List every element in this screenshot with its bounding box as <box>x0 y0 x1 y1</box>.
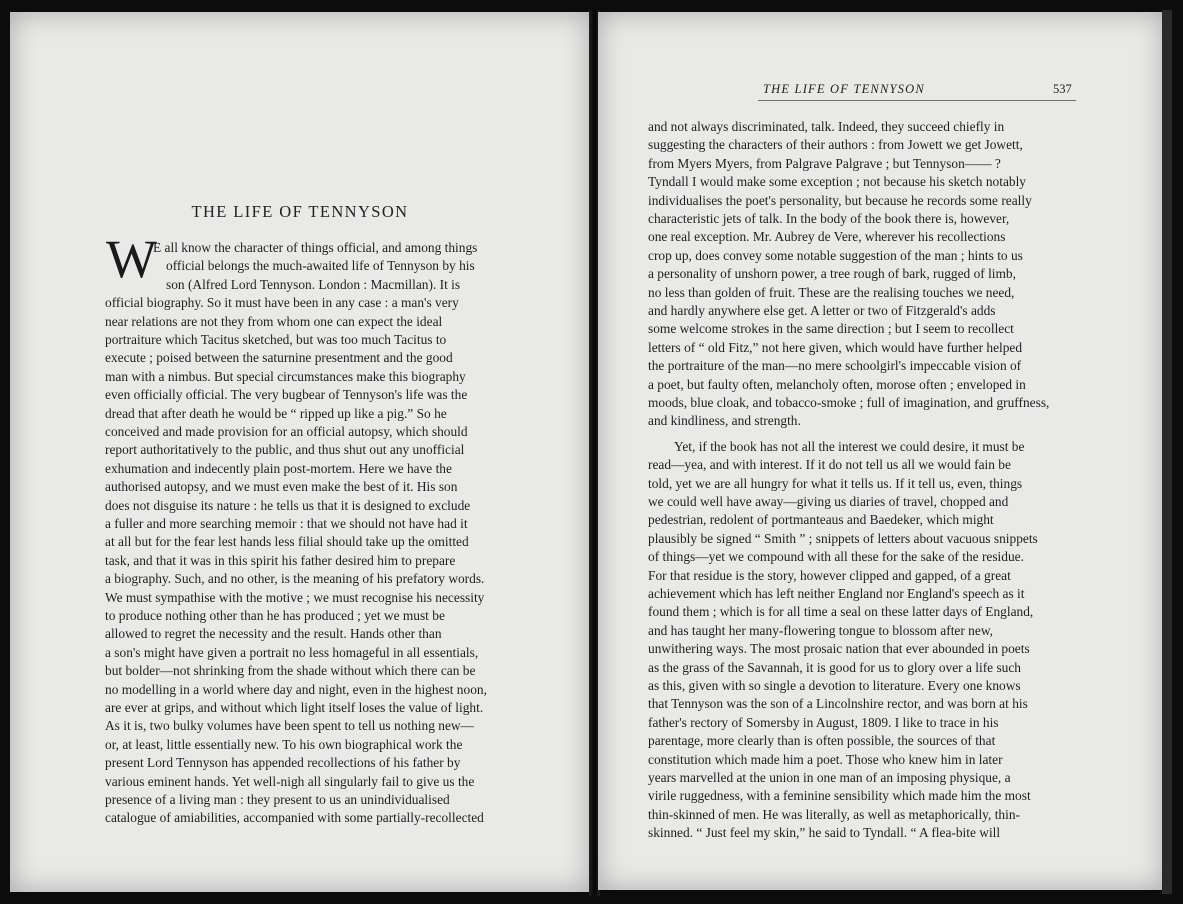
page-edge <box>1162 10 1172 894</box>
text-line: achievement which has left neither England nor England's speech as it <box>648 586 1025 601</box>
text-line: read—yea, and with interest. If it do not tell us all we would fain be <box>648 457 1011 473</box>
text-line: and has taught her many-flowering tongue to blossom after new, <box>648 622 993 638</box>
text-line: constitution which made him a poet. Those who knew him in later <box>648 751 1003 767</box>
left-page <box>10 12 590 892</box>
text-line: crop up, does convey some notable suggestion of the man ; hints to us <box>648 247 1023 263</box>
right-page <box>598 12 1164 890</box>
text-line: as the grass of the Savannah, it is good for us to glory over a life such <box>648 659 1021 675</box>
text-line: exhumation and indecently plain post-mortem. Here we have the <box>105 460 452 476</box>
text-line: one real exception. Mr. Aubrey de Vere, wherever his recollections <box>648 229 1006 245</box>
text-line: no less than golden of fruit. These are the realising touches we need, <box>648 284 1015 300</box>
text-line: a fuller and more searching memoir : that we should not have had it <box>105 516 468 531</box>
text-line: presence of a living man : they present to us an unindividualised <box>105 792 450 807</box>
text-line: we could well have away—giving us diaries of travel, chopped and <box>648 494 1009 509</box>
text-line: and kindliness, and strength. <box>648 413 801 429</box>
text-line: but bolder—not shrinking from the shade without which there can be <box>105 663 476 679</box>
text-line: some welcome strokes in the same direction ; but I seem to recollect <box>648 321 1014 337</box>
text-line: characteristic jets of talk. In the body of the book there is, however, <box>648 211 1010 226</box>
text-line: official biography. So it must have been in any case : a man's very <box>105 295 459 311</box>
text-line: letters of “ old Fitz,” not here given, which would have further helped <box>648 339 1023 355</box>
text-line: or, at least, little essentially new. To his own biographical work the <box>105 736 463 752</box>
text-line: and hardly anywhere else get. A letter or two of Fitzgerald's adds <box>648 303 996 318</box>
text-line: parentage, more clearly than is often possible, the sources of that <box>648 733 996 749</box>
text-line: We must sympathise with the motive ; we must recognise his necessity <box>105 589 485 605</box>
article-title: THE LIFE OF TENNYSON <box>191 202 409 221</box>
text-line: unwithering ways. The most prosaic nation that ever abounded in poets <box>648 641 1030 657</box>
text-line: present Lord Tennyson has appended recollections of his father by <box>105 755 461 771</box>
text-line: a biography. Such, and no other, is the meaning of his prefatory words. <box>105 571 485 587</box>
text-line: does not disguise its nature : he tells us that it is designed to exclude <box>105 497 471 513</box>
text-line: report authoritatively to the public, and thus shut out any unofficial <box>105 442 465 458</box>
text-line: years marvelled at the union in one man of an imposing physique, a <box>648 770 1011 785</box>
text-line: Yet, if the book has not all the interest we could desire, it must be <box>674 438 1025 454</box>
drop-cap: W <box>106 229 157 289</box>
text-line: plausibly be signed “ Smith ” ; snippets of letters about vacuous snippets <box>648 530 1038 546</box>
text-line: son (Alfred Lord Tennyson. London : Macmillan). It is <box>166 276 461 292</box>
text-line: E all know the character of things official, and among things <box>153 240 478 255</box>
text-line: authorised autopsy, and we must even make the best of it. His son <box>105 479 458 495</box>
text-line: and not always discriminated, talk. Indeed, they succeed chiefly in <box>648 119 1005 134</box>
text-line: execute ; poised between the saturnine presentment and the good <box>105 350 453 366</box>
text-line: pedestrian, redolent of portmanteaus and Baedeker, which might <box>648 512 994 528</box>
text-line: to produce nothing other than he has produced ; yet we must be <box>105 608 445 623</box>
text-line: that Tennyson was the son of a Lincolnshire rector, and was born at his <box>648 696 1028 712</box>
text-line: As it is, two bulky volumes have been spent to tell us nothing new— <box>105 718 474 734</box>
running-head: THE LIFE OF TENNYSON <box>763 82 925 96</box>
text-line: individualises the poet's personality, but because he records some really <box>648 192 1032 208</box>
text-line: no modelling in a world where day and night, even in the highest noon, <box>105 681 487 697</box>
text-line: man with a nimbus. But special circumstances make this biography <box>105 368 466 384</box>
text-line: various eminent hands. Yet well-nigh all singularly fail to give us the <box>105 773 475 789</box>
text-line: catalogue of amiabilities, accompanied with some partially-recollected <box>105 810 484 826</box>
text-line: at all but for the fear lest hands less filial should take up the omitted <box>105 534 469 550</box>
text-line: suggesting the characters of their authors : from Jowett we get Jowett, <box>648 137 1023 153</box>
text-line: from Myers Myers, from Palgrave Palgrave ; but Tennyson—— ? <box>648 155 1001 171</box>
text-line: task, and that it was in this spirit his father desired him to prepare <box>105 552 456 568</box>
text-line: thin-skinned of men. He was literally, as well as metaphorically, thin- <box>648 806 1020 822</box>
text-line: portraiture which Tacitus sketched, but was too much Tacitus to <box>105 332 447 347</box>
text-line: allowed to regret the necessity and the result. Hands other than <box>105 626 442 642</box>
text-line: dread that after death he would be “ ripped up like a pig.” So he <box>105 405 447 421</box>
text-line: a personality of unshorn power, a tree rough of bark, rugged of limb, <box>648 266 1016 282</box>
text-line: father's rectory of Somersby in August, 1809. I like to trace in his <box>648 714 999 730</box>
text-line: found them ; which is for all time a seal on these latter days of England, <box>648 604 1034 620</box>
text-line: conceived and made provision for an official autopsy, which should <box>105 424 468 439</box>
text-line: Tyndall I would make some exception ; not because his sketch notably <box>648 174 1026 190</box>
text-line: near relations are not they from whom one can expect the ideal <box>105 313 443 329</box>
text-line: of things—yet we compound with all these for the sake of the residue. <box>648 549 1024 565</box>
text-line: a son's might have given a portrait no less homageful in all essentials, <box>105 644 479 660</box>
text-line: skinned. “ Just feel my skin,” he said to Tyndall. “ A flea-bite will <box>648 825 1001 841</box>
text-line: official belongs the much-awaited life of Tennyson by his <box>166 258 475 274</box>
text-line: the portraiture of the man—no mere schoolgirl's impeccable vision of <box>648 358 1022 374</box>
text-line: as this, given with so single a devotion to literature. Every one knows <box>648 678 1021 693</box>
page-number: 537 <box>1053 82 1072 96</box>
text-line: moods, blue cloak, and tobacco-smoke ; full of imagination, and gruffness, <box>648 395 1050 410</box>
text-line: For that residue is the story, however clipped and gapped, of a great <box>648 567 1011 583</box>
text-line: even officially official. The very bugbear of Tennyson's life was the <box>105 387 468 403</box>
text-line: told, yet we are all hungry for what it tells us. If it tell us, even, things <box>648 475 1023 491</box>
header-rule <box>758 100 1076 101</box>
text-line: a poet, but faulty often, melancholy often, morose often ; enveloped in <box>648 376 1026 392</box>
text-line: are ever at grips, and without which light itself loses the value of light. <box>105 700 484 715</box>
text-line: virile ruggedness, with a feminine sensibility which made him the most <box>648 788 1031 804</box>
